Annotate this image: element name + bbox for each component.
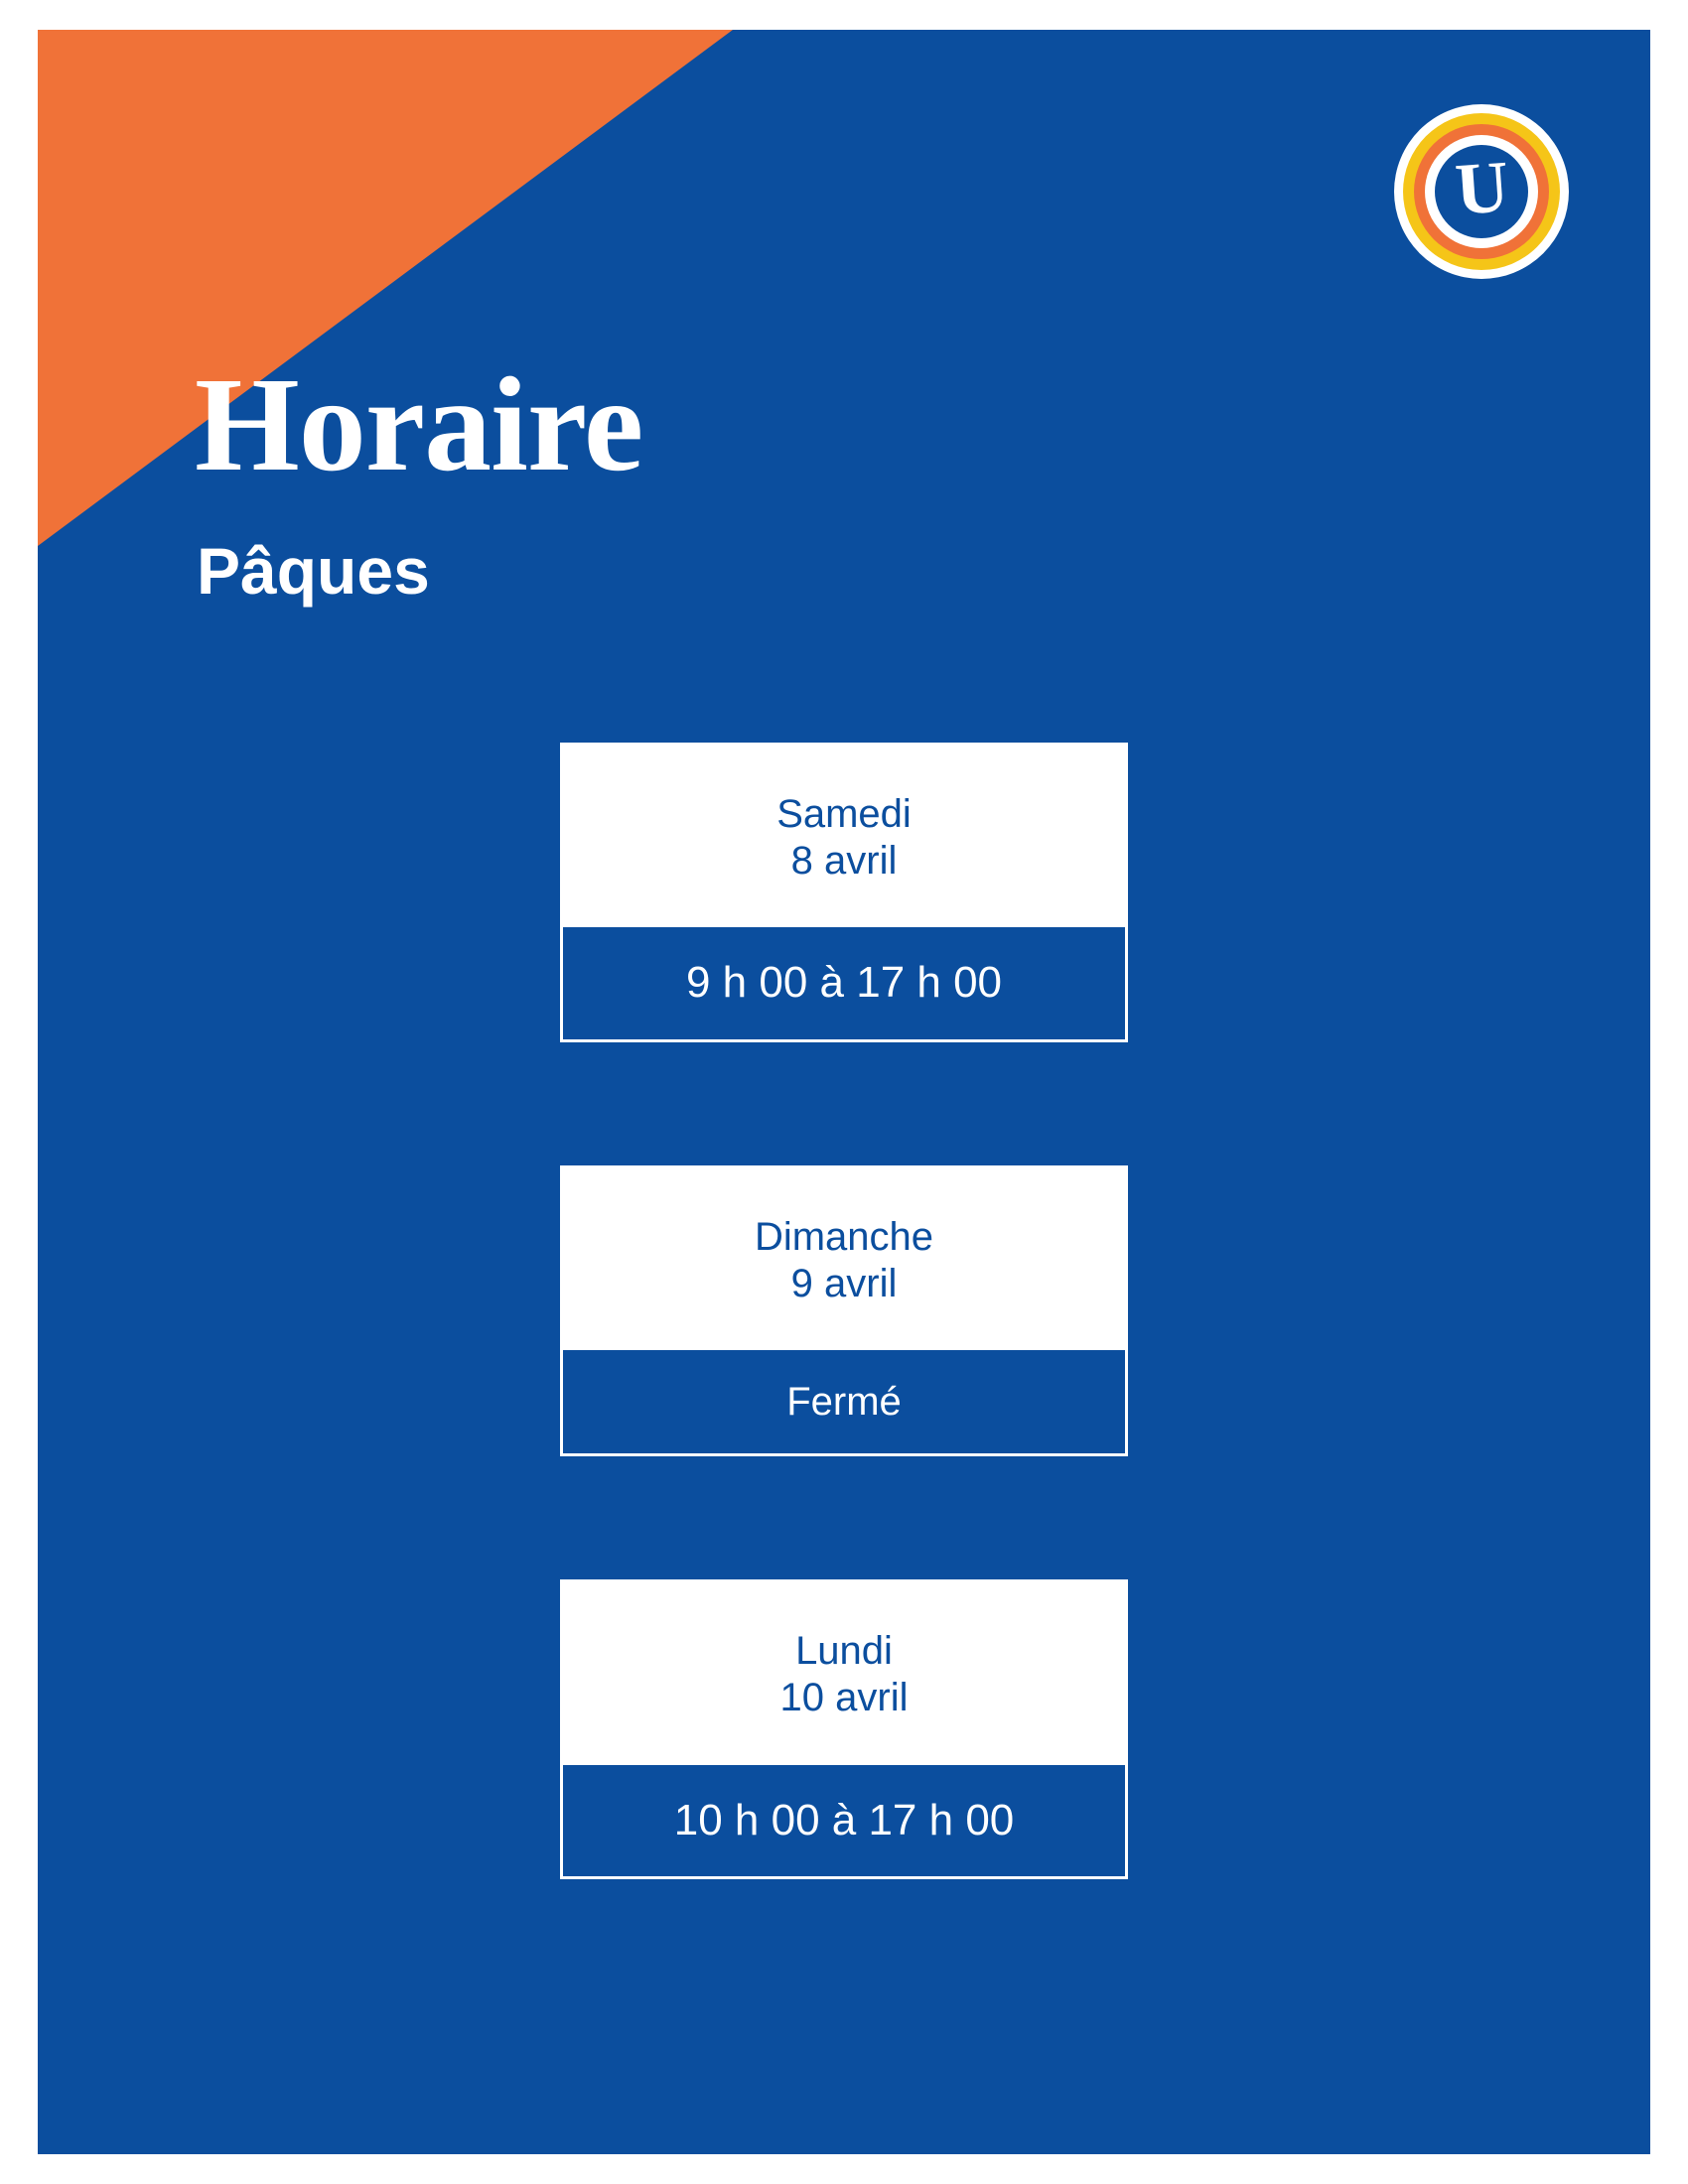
page-title: Horaire bbox=[195, 350, 643, 499]
card-dayname: Samedi bbox=[776, 792, 912, 836]
card-daydate: 9 avril bbox=[790, 1261, 898, 1305]
page-subtitle: Pâques bbox=[197, 534, 430, 608]
card-daydate: 10 avril bbox=[779, 1676, 909, 1720]
card-dayname: Dimanche bbox=[754, 1214, 934, 1259]
card-dayname: Lundi bbox=[795, 1629, 893, 1674]
schedule-card bbox=[560, 1165, 1128, 1456]
schedule-card bbox=[560, 743, 1128, 1042]
logo-core bbox=[1435, 145, 1528, 238]
schedule-card bbox=[560, 1579, 1128, 1879]
schedule-list bbox=[38, 743, 1650, 1879]
card-daydate: 8 avril bbox=[790, 839, 898, 884]
card-hours: 9 h 00 à 17 h 00 bbox=[563, 924, 1125, 1038]
card-hours: 10 h 00 à 17 h 00 bbox=[563, 1762, 1125, 1876]
logo-letter: U bbox=[1452, 146, 1511, 231]
card-day bbox=[563, 1582, 1125, 1761]
card-hours: Fermé bbox=[563, 1347, 1125, 1453]
card-day bbox=[563, 1168, 1125, 1347]
u-logo bbox=[1394, 104, 1569, 279]
card-day bbox=[563, 746, 1125, 924]
poster bbox=[38, 30, 1650, 2154]
